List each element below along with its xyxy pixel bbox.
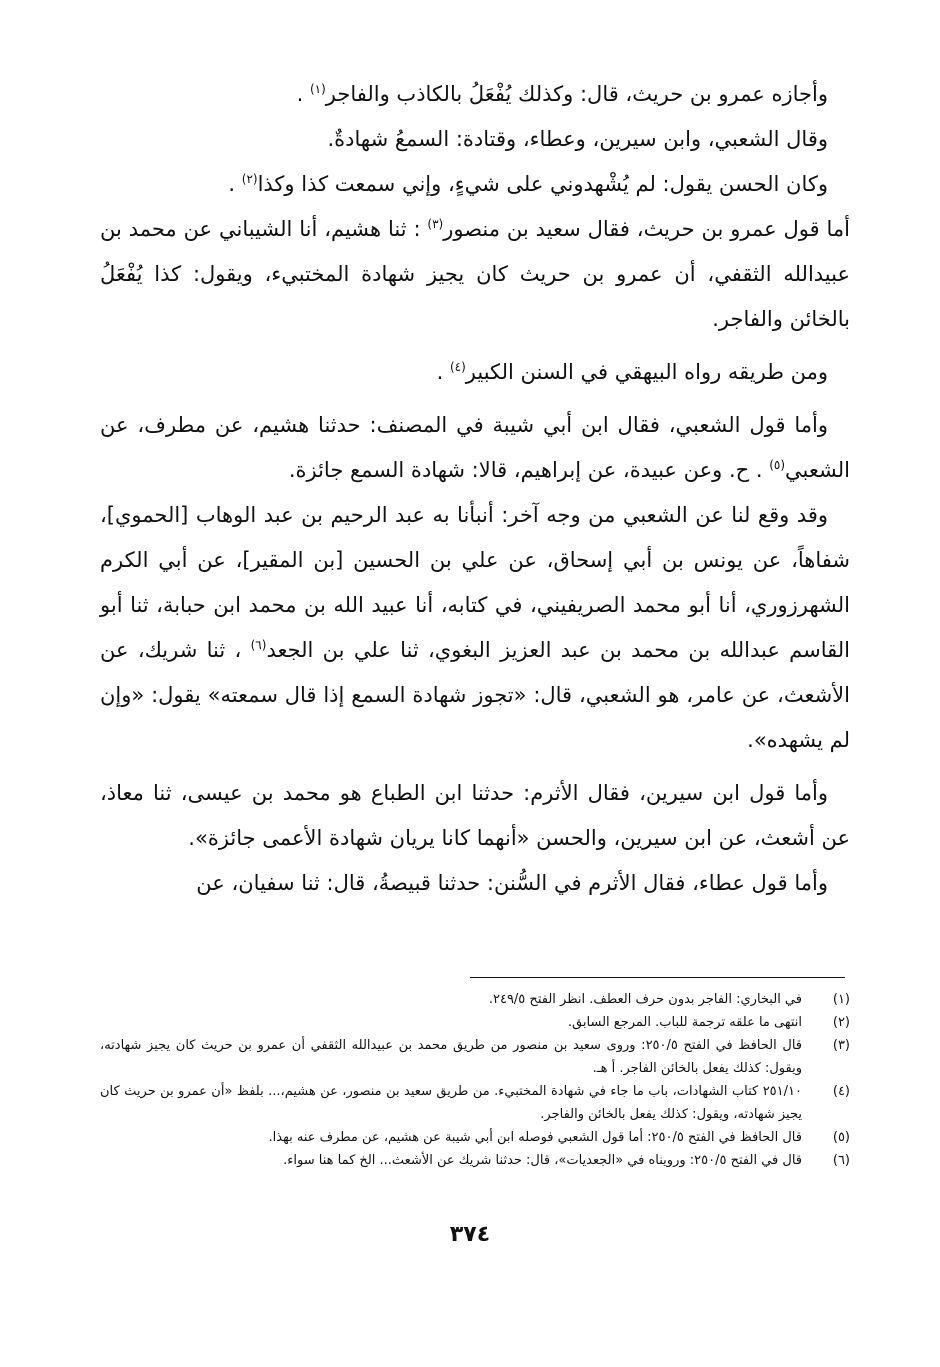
- paragraph-4: [100, 207, 850, 342]
- paragraph-2: [100, 117, 850, 162]
- paragraph-text: وأما قول عطاء، فقال الأثرم في السُّنن: حدثنا قبيصةُ، قال: ثنا سفيان، عن: [196, 871, 828, 895]
- footnote-1: [100, 988, 850, 1011]
- footnote-2: [100, 1011, 850, 1034]
- paragraph-6: [100, 403, 850, 493]
- paragraph-text: وأجازه عمرو بن حريث، قال: وكذلك يُفْعَلُ بالكاذب والفاجر: [325, 82, 828, 106]
- footnote-5: [100, 1126, 850, 1149]
- paragraph-5: [100, 350, 850, 395]
- paragraph-end: .: [228, 172, 242, 196]
- paragraph-text: وكان الحسن يقول: لم يُشْهدوني على شيءٍ، وإني سمعت كذا وكذا: [257, 172, 828, 196]
- paragraph-8: [100, 771, 850, 861]
- footnote-text: قال الحافظ في الفتح ٢٥٠/٥: أما قول الشعبي فوصله ابن أبي شيبة عن هشيم، عن مطرف عنه بهذا.: [268, 1130, 802, 1145]
- footnote-ref-6: (٦): [250, 638, 267, 652]
- footnote-3: [100, 1034, 850, 1080]
- footnote-number: (٣): [832, 1038, 850, 1053]
- footnote-number: (٤): [832, 1084, 850, 1099]
- footnote-number: (١): [832, 992, 850, 1007]
- footnote-number: (٦): [832, 1153, 850, 1168]
- page-number: ٣٧٤: [449, 1222, 491, 1247]
- paragraph-text: وأما قول ابن سيرين، فقال الأثرم: حدثنا ابن الطباع هو محمد بن عيسى، ثنا معاذ، عن أشعث، عن ابن سيرين، والحسن «أنهما كانا يريان شهادة الأعمى جائزة».: [100, 781, 850, 850]
- paragraph-end: .: [296, 82, 310, 106]
- footnote-ref-4: (٤): [449, 360, 466, 374]
- paragraph-text: ومن طريقه رواه البيهقي في السنن الكبير: [465, 360, 828, 384]
- main-text: [100, 72, 850, 906]
- footnote-text: قال في الفتح ٢٥٠/٥: ورويناه في «الجعديات»، قال: حدثنا شريك عن الأشعث... الخ كما هنا سواء.: [283, 1153, 802, 1168]
- footnote-ref-3: (٣): [427, 217, 444, 231]
- paragraph-9: [100, 861, 850, 906]
- footnote-4: [100, 1080, 850, 1126]
- paragraph-7: [100, 493, 850, 763]
- footnote-text: في البخاري: الفاجر بدون حرف العطف. انظر الفتح ٢٤٩/٥.: [488, 992, 802, 1007]
- footnote-number: (٢): [832, 1015, 850, 1030]
- paragraph-text: وقال الشعبي، وابن سيرين، وعطاء، وقتادة: السمعُ شهادةٌ.: [327, 127, 828, 151]
- footnote-text: انتهى ما علقه ترجمة للباب. المرجع السابق.: [567, 1015, 802, 1030]
- footnote-ref-5: (٥): [769, 458, 786, 472]
- footnote-number: (٥): [832, 1130, 850, 1145]
- footnote-6: [100, 1149, 850, 1172]
- paragraph-text-continued: ، ثنا شريك، عن الأشعث، عن عامر، هو الشعبي، قال: «تجوز شهادة السمع إذا قال سمعته» يقول: «وإن لم يشهده».: [100, 638, 850, 752]
- footnote-text: ٢٥١/١٠ كتاب الشهادات، باب ما جاء في شهادة المختبيء. من طريق سعيد بن منصور، عن هشيم،... بلفظ «أن عمرو بن حريث كان يجيز شهادته، ويقول: كذلك يفعل بالخائن والفاجر.: [100, 1084, 802, 1122]
- paragraph-end: .: [436, 360, 450, 384]
- paragraph-text-continued: . ح. وعن عبيدة، عن إبراهيم، قالا: شهادة السمع جائزة.: [288, 458, 770, 482]
- paragraph-text: وأما قول الشعبي، فقال ابن أبي شيبة في المصنف: حدثنا هشيم، عن مطرف، عن الشعبي: [100, 413, 850, 482]
- footnotes: [100, 988, 850, 1172]
- paragraph-3: [100, 162, 850, 207]
- paragraph-text: وقد وقع لنا عن الشعبي من وجه آخر: أنبأنا به عبد الرحيم بن عبد الوهاب [الحموي]، شفاهاً، عن يونس بن أبي إسحاق، عن علي بن الحسين [بن المقير]، عن أبي الكرم الشهرزوري، أنا أبو محمد الصريفيني، في كتابه، أنا عبيد الله بن محمد ابن حبابة، ثنا أبو القاسم عبدالله بن محمد بن عبد العزيز البغوي، ثنا علي بن الجعد: [100, 503, 850, 662]
- footnote-divider: [470, 977, 845, 978]
- footnote-ref-2: (٢): [241, 172, 258, 186]
- paragraph-1: [100, 72, 850, 117]
- paragraph-text-continued: : ثنا هشيم، أنا الشيباني عن محمد بن عبيدالله الثقفي، أن عمرو بن حريث كان يجيز شهادة المختبيء، ويقول: كذا يُفْعَلُ بالخائن والفاجر.: [100, 217, 850, 331]
- paragraph-text: أما قول عمرو بن حريث، فقال سعيد بن منصور: [443, 217, 850, 241]
- footnote-text: قال الحافظ في الفتح ٢٥٠/٥: وروى سعيد بن منصور من طريق محمد بن عبيدالله الثقفي أن عمرو بن حريث كان يجيز شهادته، ويقول: كذلك يفعل بالخائن الفاجر. أ هـ.: [100, 1038, 802, 1076]
- footnote-ref-1: (١): [309, 82, 326, 96]
